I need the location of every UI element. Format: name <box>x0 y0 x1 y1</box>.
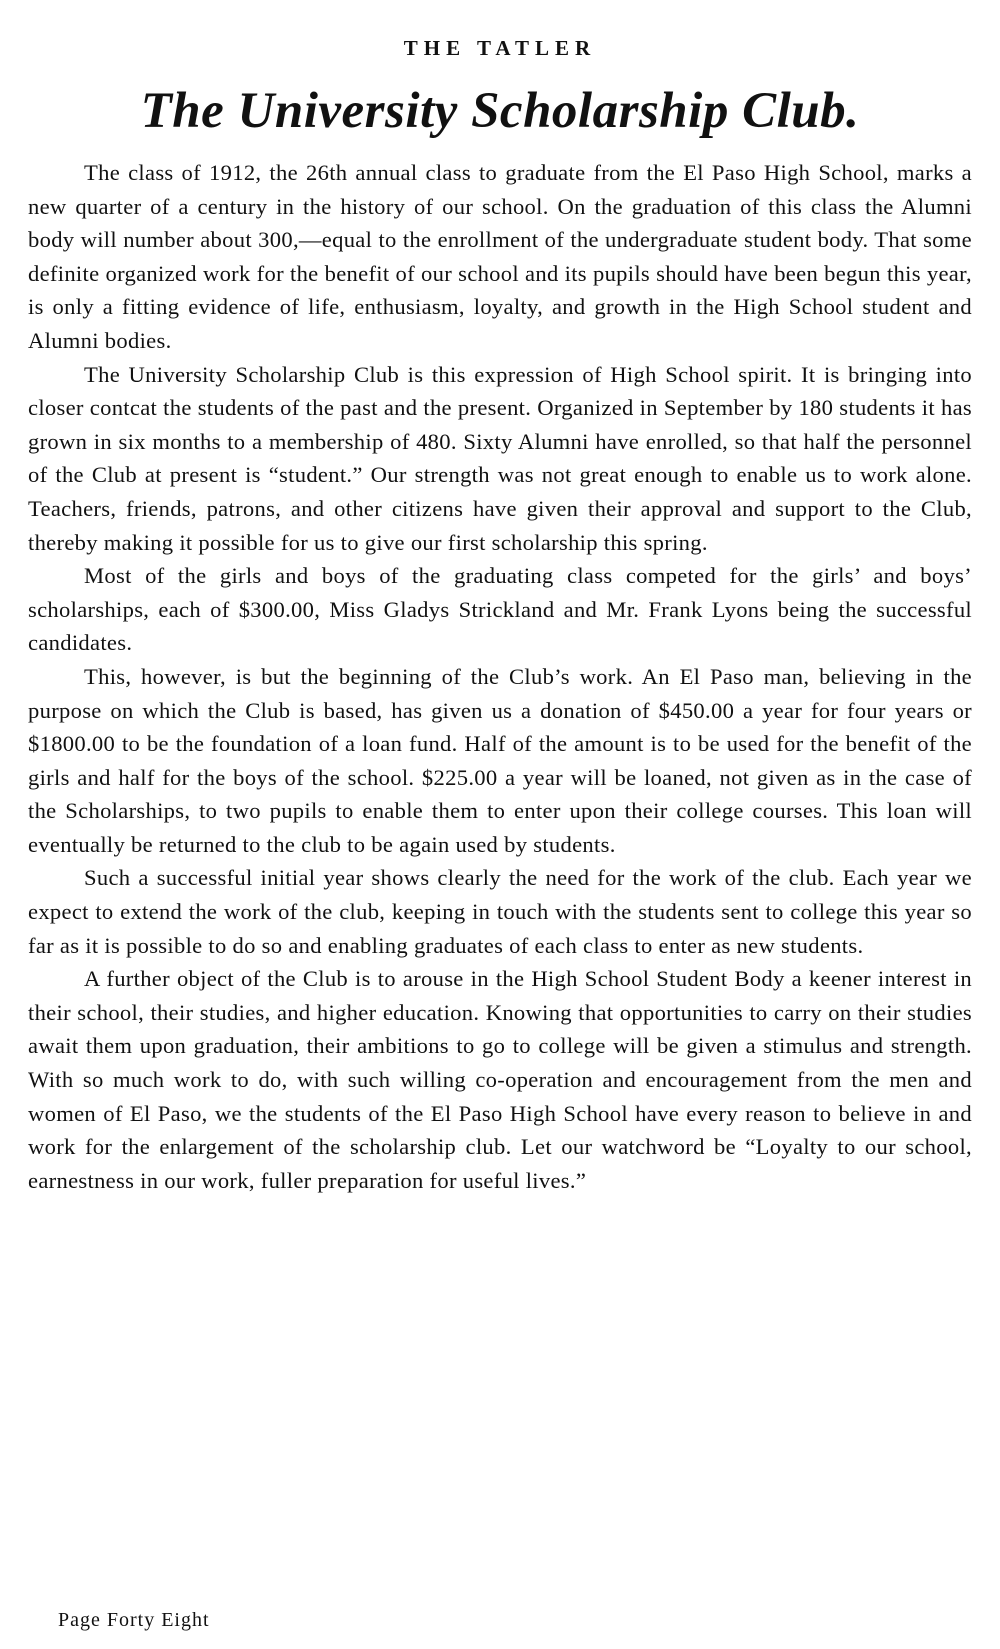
article-body <box>28 156 972 1197</box>
article-title: The University Scholarship Club. <box>140 83 860 139</box>
paragraph-4: This, however, is but the beginning of the Club’s work. An El Paso man, believing in the purpose on which the Club is based, has given us a donation of $450.00 a year for four years or $1800.00 to be the foundation of a loan fund. Half of the amount is to be used for the benefit of the girls and half for the boys of the school. $225.00 a year will be loaned, not given as in the case of the Scholarships, to two pupils to enable them to enter upon their college courses. This loan will eventually be returned to the club to be again used by students. <box>28 663 972 857</box>
page-number: Page Forty Eight <box>58 1609 210 1631</box>
running-head: THE TATLER <box>403 36 597 60</box>
paragraph-1: The class of 1912, the 26th annual class to graduate from the El Paso High School, marks a new quarter of a century in the history of our school. On the graduation of this class the Alumni body will number about 300,—equal to the enrollment of the undergraduate student body. That some definite organized work for the benefit of our school and its pupils should have been begun this year, is only a fitting evidence of life, enthusiasm, loyalty, and growth in the High School student and Alumni bodies. <box>28 160 972 353</box>
paragraph-6: A further object of the Club is to arouse in the High School Student Body a keener interest in their school, their studies, and higher education. Knowing that opportunities to carry on their studies await them upon graduation, their ambitions to go to college will be given a stimulus and strength. With so much work to do, with such willing co-operation and encouragement from the men and women of El Paso, we the students of the El Paso High School have every reason to believe in and work for the enlargement of the scholarship club. Let our watchword be “Loyalty to our school, earnestness in our work, fuller preparation for useful lives.” <box>28 966 972 1193</box>
paragraph-2: The University Scholarship Club is this expression of High School spirit. It is bringing into closer contcat the students of the past and the present. Organized in September by 180 students it has grown in six months to a membership of 480. Sixty Alumni have enrolled, so that half the personnel of the Club at present is “student.” Our strength was not great enough to enable us to work alone. Teachers, friends, patrons, and other citizens have given their approval and support to the Club, thereby making it possible for us to give our first scholarship this spring. <box>28 361 972 555</box>
paragraph-5: Such a successful initial year shows clearly the need for the work of the club. Each year we expect to extend the work of the club, keeping in touch with the students sent to college this year so far as it is possible to do so and enabling graduates of each class to enter as new students. <box>28 865 972 958</box>
paragraph-3: Most of the girls and boys of the graduating class competed for the girls’ and boys’ scholarships, each of $300.00, Miss Gladys Strickland and Mr. Frank Lyons being the successful candidates. <box>28 563 972 656</box>
